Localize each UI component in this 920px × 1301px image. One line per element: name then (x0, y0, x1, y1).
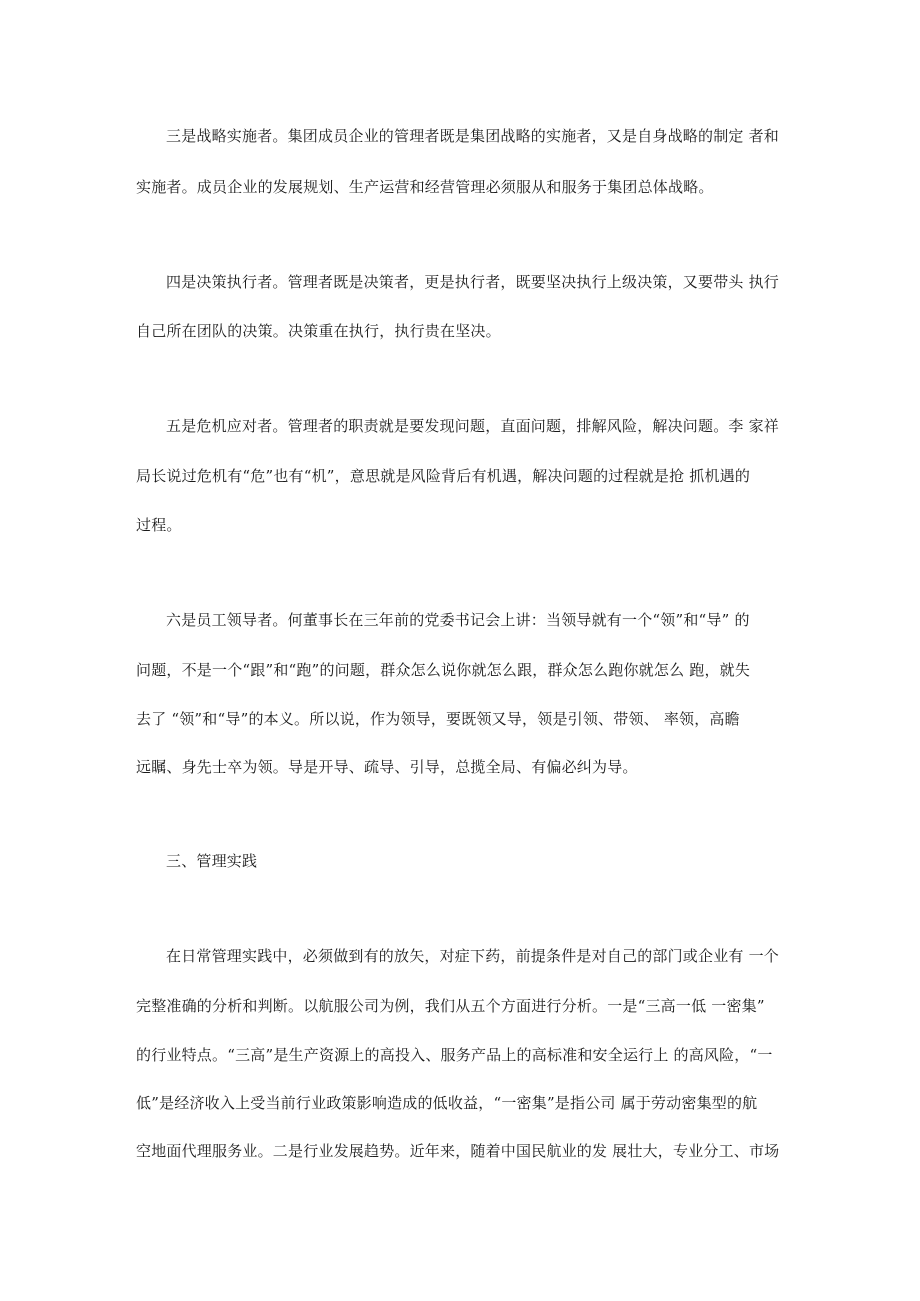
paragraph-6-line-2: 完整准确的分析和判断。以航服公司为例，我们从五个方面进行分析。一是“三高一低 一密集” (136, 997, 765, 1015)
paragraph-2-line-1: 四是决策执行者。管理者既是决策者，更是执行者，既要坚决执行上级决策，又要带头 执行 (166, 273, 779, 291)
paragraph-4-line-1: 六是员工领导者。何董事长在三年前的党委书记会上讲：当领导就有一个“领”和“导” 的 (166, 611, 750, 629)
paragraph-1-line-1: 三是战略实施者。集团成员企业的管理者既是集团战略的实施者，又是自身战略的制定 者和 (166, 127, 779, 145)
paragraph-4-line-4: 远瞩、身先士卒为领。导是开导、疏导、引导，总揽全局、有偏必纠为导。 (136, 758, 638, 776)
paragraph-6-line-1: 在日常管理实践中，必须做到有的放矢，对症下药，前提条件是对自己的部门或企业有 一个 (166, 947, 779, 965)
section-heading: 三、管理实践 (166, 852, 258, 870)
paragraph-6-line-5: 空地面代理服务业。二是行业发展趋势。近年来，随着中国民航业的发 展壮大，专业分工、市场 (136, 1142, 780, 1160)
paragraph-2-line-2: 自己所在团队的决策。决策重在执行，执行贵在坚决。 (136, 322, 501, 340)
paragraph-1-line-2: 实施者。成员企业的发展规划、生产运营和经营管理必须服从和服务于集团总体战略。 (136, 178, 714, 196)
paragraph-6-line-4: 低”是经济收入上受当前行业政策影响造成的低收益，“一密集”是指公司 属于劳动密集型的航 (136, 1094, 758, 1112)
paragraph-4-line-2: 问题，不是一个“跟”和“跑”的问题，群众怎么说你就怎么跟，群众怎么跑你就怎么 跑，就失 (136, 661, 751, 679)
paragraph-3-line-1: 五是危机应对者。管理者的职责就是要发现问题，直面问题，排解风险，解决问题。李 家祥 (166, 417, 779, 435)
paragraph-3-line-2: 局长说过危机有“危”也有“机”，意思就是风险背后有机遇，解决问题的过程就是抢 抓机遇的 (136, 467, 751, 485)
paragraph-4-line-3: 去了 “领”和“导”的本义。所以说，作为领导，要既领又导，领是引领、带领、 率领，高瞻 (136, 710, 740, 728)
paragraph-3-line-3: 过程。 (136, 516, 182, 534)
paragraph-6-line-3: 的行业特点。“三高”是生产资源上的高投入、服务产品上的高标准和安全运行上 的高风险，“一 (136, 1046, 773, 1064)
